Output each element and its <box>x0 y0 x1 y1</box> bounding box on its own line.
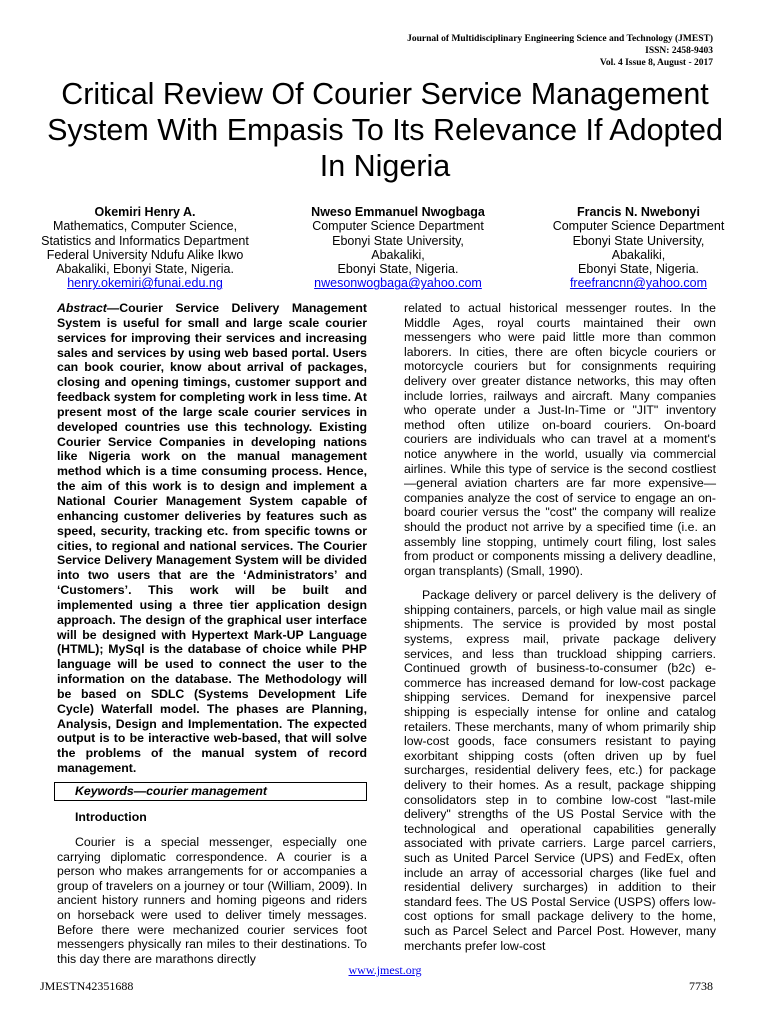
journal-name: Journal of Multidisciplinary Engineering Science and Technology (JMEST) <box>407 34 713 44</box>
section-heading-introduction: Introduction <box>75 810 147 824</box>
author-1-name: Okemiri Henry A. <box>94 205 196 219</box>
author-3-affiliation-line: Computer Science Department <box>552 219 725 234</box>
keywords-box: Keywords—courier management <box>54 782 367 801</box>
author-3-affiliation-line: Abakaliki, <box>611 247 666 262</box>
paper-title: Critical Review Of Courier Service Management System With Empasis To Its Relevance If Adopted In Nigeria <box>47 77 723 183</box>
author-1-affiliation-line: Mathematics, Computer Science, <box>52 219 238 234</box>
author-3-affiliation-line: Ebonyi State University, <box>572 233 705 248</box>
author-2-name: Nweso Emmanuel Nwogbaga <box>311 205 485 219</box>
body-paragraph-1: related to actual historical messenger routes. In the Middle Ages, royal courts maintained their own messengers who were paid little more than common laborers. In cities, there are often bicycle couriers or motorcycle couriers but for consignments requiring delivery over greater distance networks, this may often include lorries, railways and aircraft. Many companies who operate under a Just-In-Time or "JIT" inventory method often utilize on-board couriers. On-board couriers are individuals who can travel at a moment's notice anywhere in the world, usually via commercial airlines. While this type of service is the second costliest—general aviation charters are far more expensive—companies analyze the cost of service to engage an on-board courier versus the "cost" the company will realize should the product not arrive by a specified time (i.e. an assembly line stopping, untimely court filing, lost sales from product or components missing a delivery deadline, organ transplants) (Small, 1990). <box>404 301 716 578</box>
author-1-affiliation-line: Abakaliki, Ebonyi State, Nigeria. <box>56 262 234 277</box>
right-column <box>404 301 716 953</box>
footer-paper-id: JMESTN42351688 <box>40 979 134 993</box>
left-column <box>57 301 367 966</box>
footer-journal-link[interactable]: www.jmest.org <box>348 963 422 977</box>
author-2-affiliation-line: Computer Science Department <box>312 219 484 234</box>
author-3-email-link[interactable]: freefrancnn@yahoo.com <box>569 276 708 291</box>
journal-header <box>213 33 713 69</box>
author-2 <box>283 205 513 291</box>
abstract-lead: Abstract <box>57 301 107 315</box>
author-2-affiliation-line: Ebonyi State, Nigeria. <box>337 262 459 277</box>
body-paragraph-2: Package delivery or parcel delivery is the delivery of shipping containers, parcels, or high value mail as single shipments. The service is provided by most postal systems, express mail, private package delivery services, and less than truckload shipping carriers. Continued growth of business-to-consumer (b2c) e-commerce has increased demand for low-cost package shipping services. Demand for inexpensive parcel shipping is especially intense for online and catalog retailers. These merchants, many of whom primarily ship low-cost goods, face consumers resistant to paying exorbitant shipping costs (often driven up by fuel surcharges, residential delivery fees, etc.) for package delivery to their homes. As a result, package shipping consolidators step in to combine low-cost "last-mile delivery" strengths of the US Postal Service with the technological and operational capabilities generally associated with private carriers. Large parcel carriers, such as United Parcel Service (UPS) and FedEx, often include an array of accessorial charges (like fuel and residential delivery surcharges) in addition to their standard fees. The US Postal Service (USPS) offers low-cost options for small package delivery to the home, such as Parcel Select and Parcel Post. However, many merchants prefer low-cost <box>404 588 716 953</box>
author-2-affiliation-line: Abakaliki, <box>371 247 425 262</box>
abstract <box>57 301 367 776</box>
abstract-text: —Courier Service Delivery Management System is useful for small and large scale courier services for improving their services and increasing sales and services by using web based portal. Users can book courier, know about arrival of packages, closing and opening timings, customer support and feedback system for completing work in less time. At present most of the large scale courier services in developed countries use this technology. Existing Courier Service Companies in developing nations like Nigeria work on the manual management method which is a time consuming process. Hence, the aim of this work is to design and implement a National Courier Management System capable of enhancing customer deliveries by features such as speed, security, tracking etc. from specific towns or cities, to regional and national services. The Courier Service Delivery Management System will be divided into two users that are the ‘Administrators’ and ‘Customers’. This work will be built and implemented using a three tier application design approach. The design of the graphical user interface will be designed with Hypertext Mark-UP Language (HTML); MySql is the database of choice while PHP language will be used to connect the user to the information on the database. The Methodology will be based on SDLC (Systems Development Life Cycle) Waterfall model. The phases are Planning, Analysis, Design and Implementation. The expected output is to be interactive web-based, that will solve the problems of the manual system of record management. <box>57 301 367 776</box>
author-1-affiliation-line: Federal University Ndufu Alike Ikwo <box>46 247 244 262</box>
author-3-name: Francis N. Nwebonyi <box>577 205 700 219</box>
author-1-affiliation-line: Statistics and Informatics Department <box>41 233 249 248</box>
footer-page-number: 7738 <box>689 979 713 993</box>
journal-issue: Vol. 4 Issue 8, August - 2017 <box>599 58 713 68</box>
author-block <box>25 205 740 295</box>
introduction-paragraph: Courier is a special messenger, especially one carrying diplomatic correspondence. A courier is a person who makes arrangements for or accompanies a group of travelers on a journey or tour (William, 2009). In ancient history runners and homing pigeons and riders on horseback were used to deliver timely messages. Before there were mechanized courier services foot messengers physically ran miles to their destinations. To this day there are marathons directly <box>57 835 367 966</box>
author-1-email-link[interactable]: henry.okemiri@funai.edu.ng <box>67 276 223 291</box>
journal-issn: ISSN: 2458-9403 <box>645 46 713 56</box>
author-1 <box>25 205 265 291</box>
author-2-affiliation-line: Ebonyi State University, <box>332 233 464 248</box>
author-3 <box>537 205 740 291</box>
author-3-affiliation-line: Ebonyi State, Nigeria. <box>578 262 699 277</box>
author-2-email-link[interactable]: nwesonwogbaga@yahoo.com <box>314 276 482 291</box>
